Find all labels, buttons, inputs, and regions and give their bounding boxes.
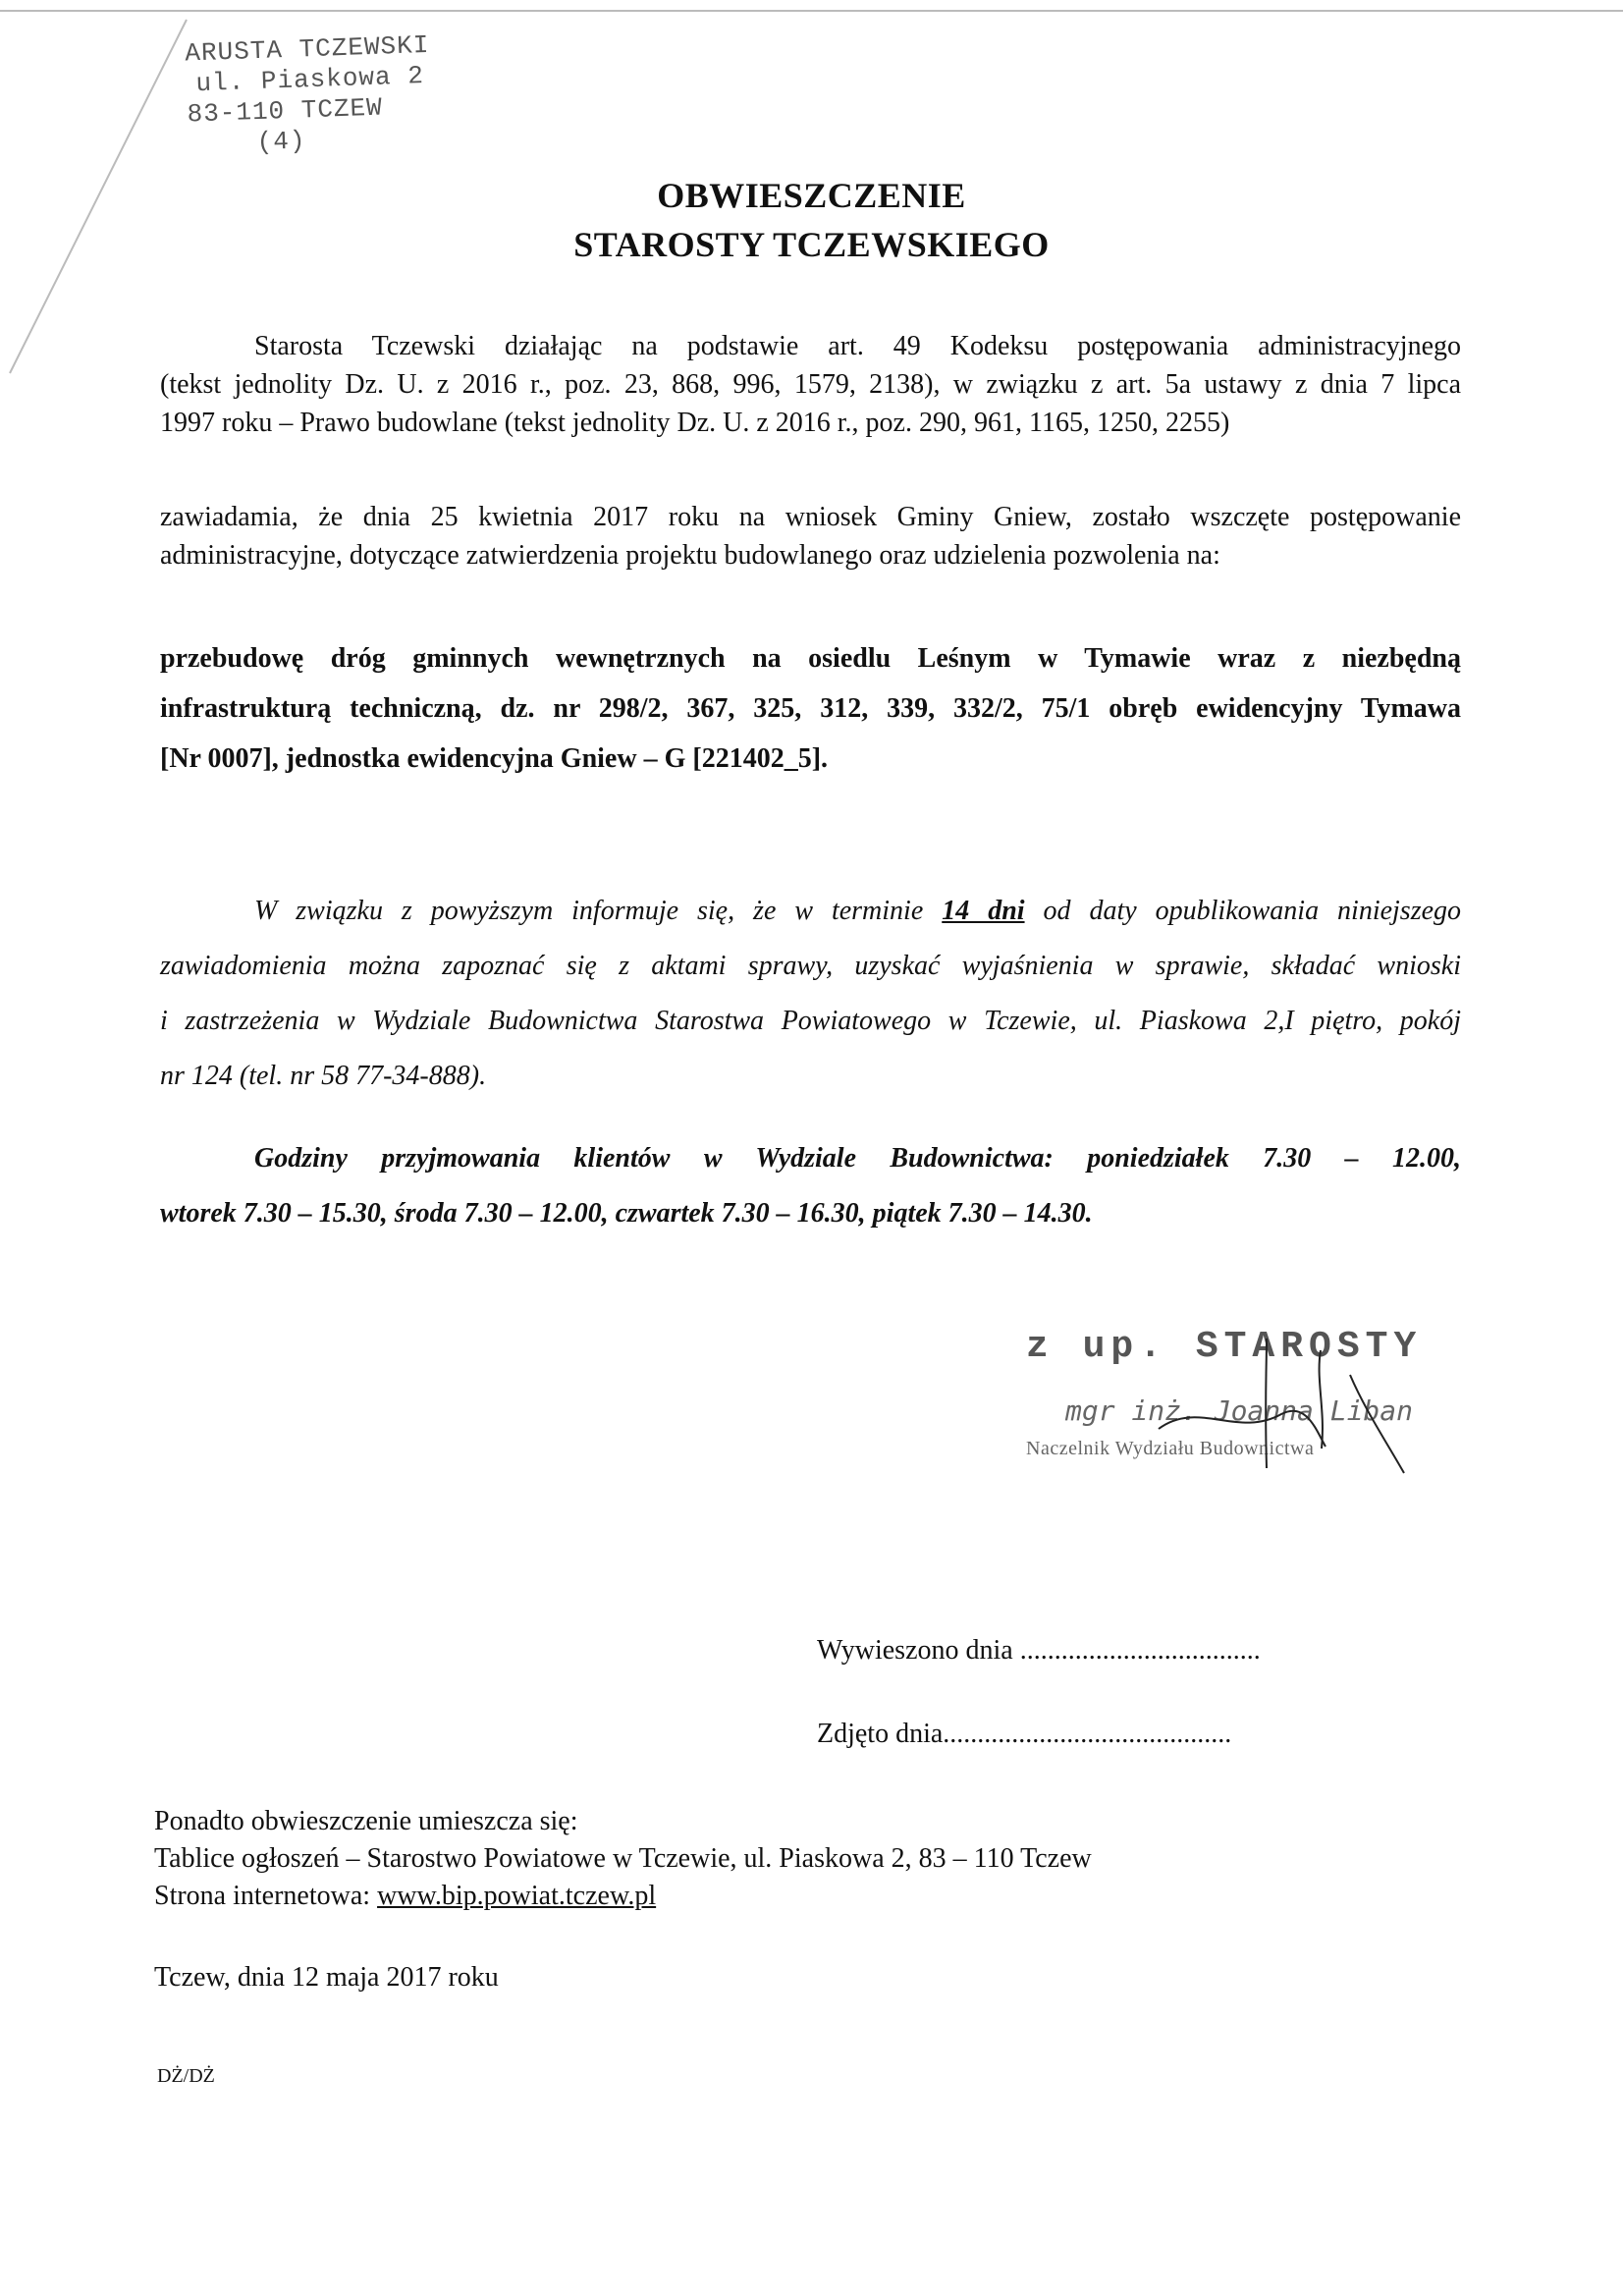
info-text: W związku z powyższym informuje się, że w terminie bbox=[254, 896, 924, 926]
hours-line: wtorek 7.30 – 15.30, środa 7.30 – 12.00, czwartek 7.30 – 16.30, piątek 7.30 – 14.30. bbox=[160, 1198, 1093, 1229]
info-line bbox=[160, 884, 1461, 939]
scan-edge-line bbox=[0, 10, 1623, 12]
footer-line bbox=[154, 1878, 1092, 1915]
intro-line: Starosta Tczewski działając na podstawie art. 49 Kodeksu postępowania administracyjnego bbox=[254, 331, 1461, 361]
footer-line: Ponadto obwieszczenie umieszcza się: bbox=[154, 1806, 578, 1836]
notice-line: administracyjne, dotyczące zatwierdzenia projektu budowlanego oraz udzielenia pozwolenia na: bbox=[160, 540, 1220, 571]
subject-paragraph bbox=[160, 633, 1461, 784]
footer-line: Tablice ogłoszeń – Starostwo Powiatowe w Tczewie, ul. Piaskowa 2, 83 – 110 Tczew bbox=[154, 1843, 1092, 1874]
stamp-line: (4) bbox=[256, 126, 306, 158]
signatory-name: mgr inż. Joanna Liban bbox=[1065, 1394, 1414, 1427]
stamp-line: ARUSTA TCZEWSKI bbox=[184, 29, 430, 69]
notice-line: zawiadamia, że dnia 25 kwietnia 2017 roku na wniosek Gminy Gniew, zostało wszczęte postępowanie bbox=[160, 502, 1461, 532]
handwritten-signature bbox=[1119, 1331, 1414, 1478]
signature-stamp: z up. STAROSTY bbox=[1026, 1326, 1423, 1368]
document-date: Tczew, dnia 12 maja 2017 roku bbox=[154, 1962, 499, 1993]
deadline-days: 14 dni bbox=[942, 896, 1025, 926]
office-hours bbox=[160, 1131, 1461, 1241]
document-subtitle: STAROSTY TCZEWSKIEGO bbox=[573, 225, 1050, 264]
info-line: nr 124 (tel. nr 58 77-34-888). bbox=[160, 1061, 487, 1091]
footer-block bbox=[154, 1803, 1092, 1915]
reference-code: DŻ/DŻ bbox=[157, 2065, 215, 2087]
intro-line: (tekst jednolity Dz. U. z 2016 r., poz. 23, 868, 996, 1579, 2138), w związku z art. 5a ustawy z dnia 7 lipca bbox=[160, 369, 1461, 400]
info-text: od daty opublikowania niniejszego bbox=[1043, 896, 1462, 926]
posted-date-field: Wywieszono dnia ................................... bbox=[817, 1635, 1261, 1666]
stamp-line: 83-110 TCZEW bbox=[187, 92, 384, 130]
info-line: zawiadomienia można zapoznać się z aktami sprawy, uzyskać wyjaśnienia w sprawie, składać wnioski bbox=[160, 951, 1461, 981]
notice-paragraph bbox=[160, 498, 1461, 574]
info-paragraph bbox=[160, 884, 1461, 1104]
removed-date-field: Zdjęto dnia.......................................... bbox=[817, 1719, 1232, 1749]
signatory-role: Naczelnik Wydziału Budownictwa bbox=[1026, 1438, 1315, 1459]
office-stamp bbox=[185, 30, 444, 161]
document-title: OBWIESZCZENIE bbox=[657, 176, 966, 215]
website-label: Strona internetowa: bbox=[154, 1881, 371, 1911]
info-line: i zastrzeżenia w Wydziale Budownictwa Starostwa Powiatowego w Tczewie, ul. Piaskowa 2,I piętro, pokój bbox=[160, 1006, 1461, 1036]
subject-line: infrastrukturą techniczną, dz. nr 298/2, 367, 325, 312, 339, 332/2, 75/1 obręb ewidencyjny Tymawa bbox=[160, 693, 1461, 724]
subject-line: przebudowę dróg gminnych wewnętrznych na osiedlu Leśnym w Tymawie wraz z niezbędną bbox=[160, 643, 1461, 674]
website-link[interactable]: www.bip.powiat.tczew.pl bbox=[377, 1881, 657, 1911]
intro-line: 1997 roku – Prawo budowlane (tekst jednolity Dz. U. z 2016 r., poz. 290, 961, 1165, 1250, 2255) bbox=[160, 408, 1230, 438]
subject-line: [Nr 0007], jednostka ewidencyjna Gniew – G [221402_5]. bbox=[160, 743, 829, 774]
hours-line: Godziny przyjmowania klientów w Wydziale Budownictwa: poniedziałek 7.30 – 12.00, bbox=[254, 1143, 1461, 1174]
intro-paragraph bbox=[160, 327, 1461, 442]
stamp-line: ul. Piaskowa 2 bbox=[194, 61, 425, 99]
